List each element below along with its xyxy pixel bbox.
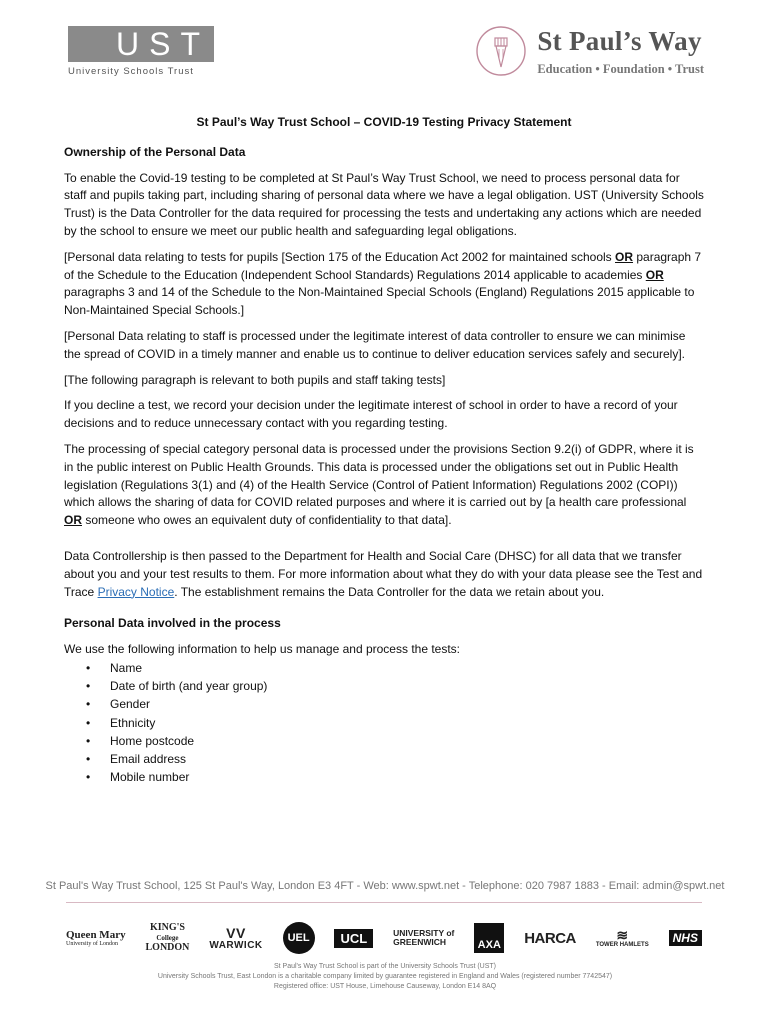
- queen-mary-sub: University of London: [66, 941, 118, 947]
- legal-line: St Paul's Way Trust School is part of the University Schools Trust (UST): [273, 963, 497, 970]
- greenwich-line: UNIVERSITY of: [393, 928, 455, 938]
- footer-legal: [0, 962, 770, 992]
- tower-hamlets-mark-icon: ≋: [616, 927, 629, 943]
- axa-logo: AXA: [474, 923, 504, 953]
- spw-logo: [475, 22, 704, 80]
- footer-divider: [66, 902, 702, 903]
- harca-logo: HARCA: [524, 929, 576, 947]
- kcl-line: LONDON: [145, 942, 190, 953]
- queen-mary-name: Queen Mary: [66, 929, 126, 941]
- text-span: The processing of special category personal data is processed under the provisions Section 9.2(i) of GDPR, where it is in the public interest on Public Health Grounds. This data is processed under the obligations set out in Public Health legislation (Regulations 3(1) and (4) of the Health Service (Control of Patient Information) Regulations 2002 (COPI)) which allows the sharing of data for COVID related purposes and where it is carried out by [a health care professional: [64, 441, 694, 510]
- paragraph-note: [The following paragraph is relevant to both pupils and staff taking tests]: [64, 372, 446, 387]
- queen-mary-logo: [66, 929, 126, 947]
- ust-logo-subtitle: University Schools Trust: [68, 66, 194, 77]
- ust-logo: [68, 26, 214, 77]
- tower-hamlets-name: TOWER HAMLETS: [595, 942, 649, 948]
- privacy-notice-link[interactable]: Privacy Notice: [97, 584, 175, 599]
- list-item: • Date of birth (and year group): [110, 677, 704, 695]
- document-body: [64, 114, 704, 786]
- uel-logo: UEL: [283, 922, 315, 954]
- personal-data-list: [64, 659, 704, 786]
- spw-title: St Paul’s Way: [537, 25, 702, 56]
- nhs-logo: NHS: [669, 930, 702, 946]
- partner-logos: [66, 918, 702, 958]
- ust-logo-mark: UST: [68, 26, 214, 62]
- legal-line: Registered office: UST House, Limehouse Causeway, London E14 8AQ: [273, 983, 497, 990]
- ucl-logo: UCL: [334, 929, 373, 948]
- legal-line: University Schools Trust, East London is a charitable company limited by guarantee registered in England and Wales (registered number 7742547): [157, 973, 613, 980]
- warwick-name: WARWICK: [209, 939, 263, 951]
- paragraph-staff-legal-basis: [Personal Data relating to staff is processed under the legitimate interest of data controller to ensure we can minimise the spread of COVID in a timely manner and enable us to continue to deliver education services safely and securely].: [64, 328, 686, 361]
- kings-college-logo: [146, 923, 190, 953]
- or-emphasis: OR: [615, 249, 634, 264]
- footer-address: St Paul's Way Trust School, 125 St Paul's Way, London E3 4FT - Web: www.spwt.net - Telephone: 020 7987 1883 - Email: admin@spwt.net: [45, 880, 725, 892]
- warwick-logo: [209, 926, 262, 951]
- paragraph-pupils-legal-basis: [64, 249, 704, 320]
- tower-hamlets-logo: [596, 928, 649, 948]
- paragraph-decline: If you decline a test, we record your decision under the legitimate interest of school in order to have a record of your decisions and to reduce unnecessary contact with you regarding testing.: [64, 398, 678, 431]
- kcl-line: College: [156, 934, 179, 942]
- paragraph-ownership: To enable the Covid-19 testing to be completed at St Paul’s Way Trust School, we need to process personal data for staff and pupils taking part, including sharing of personal data where we have a legal obligation. UST (University Schools Trust) is the Data Controller for the data required for processing the tests and undertaking any actions which are needed by the school to ensure we meet our public health and safeguarding legal obligations.: [64, 170, 704, 238]
- text-span: . The establishment remains the Data Controller for the data we retain about you.: [174, 584, 605, 599]
- text-span: [Personal data relating to tests for pupils [Section 175 of the Education Act 2002 for maintained schools: [64, 249, 616, 264]
- kcl-line: KING'S: [149, 922, 185, 933]
- paragraph-data-controllership: [64, 548, 704, 601]
- list-item: • Ethnicity: [110, 714, 704, 732]
- section-heading-personal-data: Personal Data involved in the process: [64, 616, 281, 631]
- section-heading-ownership: Ownership of the Personal Data: [64, 144, 246, 159]
- list-item: • Email address: [110, 750, 704, 768]
- text-span: paragraph 7 of the Schedule to the Education (Independent School Standards) Regulations 2014 applicable to academies: [64, 249, 702, 282]
- text-span: paragraphs 3 and 14 of the Schedule to the Non-Maintained Special Schools (England) Regulations 2015 applicable to Non-Maintained Special Schools.]: [64, 285, 695, 318]
- or-emphasis: OR: [64, 513, 82, 528]
- list-item: • Name: [110, 659, 704, 677]
- greenwich-logo: [393, 929, 454, 947]
- warwick-mark-icon: VV: [226, 924, 246, 941]
- spw-crest-icon: [475, 25, 527, 77]
- document-title: St Paul’s Way Trust School – COVID-19 Testing Privacy Statement: [196, 115, 572, 129]
- or-emphasis: OR: [645, 267, 664, 282]
- list-item: • Home postcode: [110, 732, 704, 750]
- paragraph-info-intro: We use the following information to help us manage and process the tests:: [64, 642, 461, 657]
- paragraph-special-category: [64, 441, 704, 530]
- text-span: someone who owes an equivalent duty of confidentiality to that data].: [82, 513, 452, 528]
- greenwich-line: GREENWICH: [393, 937, 447, 947]
- list-item: • Mobile number: [110, 768, 704, 786]
- list-item: • Gender: [110, 695, 704, 713]
- spw-subtitle: Education • Foundation • Trust: [537, 61, 704, 76]
- text-span: Data Controllership is then passed to the Department for Health and Social Care (DHSC) for all data that we transfer about you and your test results to them. For more information about what they do with your data please see the Test and Trace: [64, 548, 703, 599]
